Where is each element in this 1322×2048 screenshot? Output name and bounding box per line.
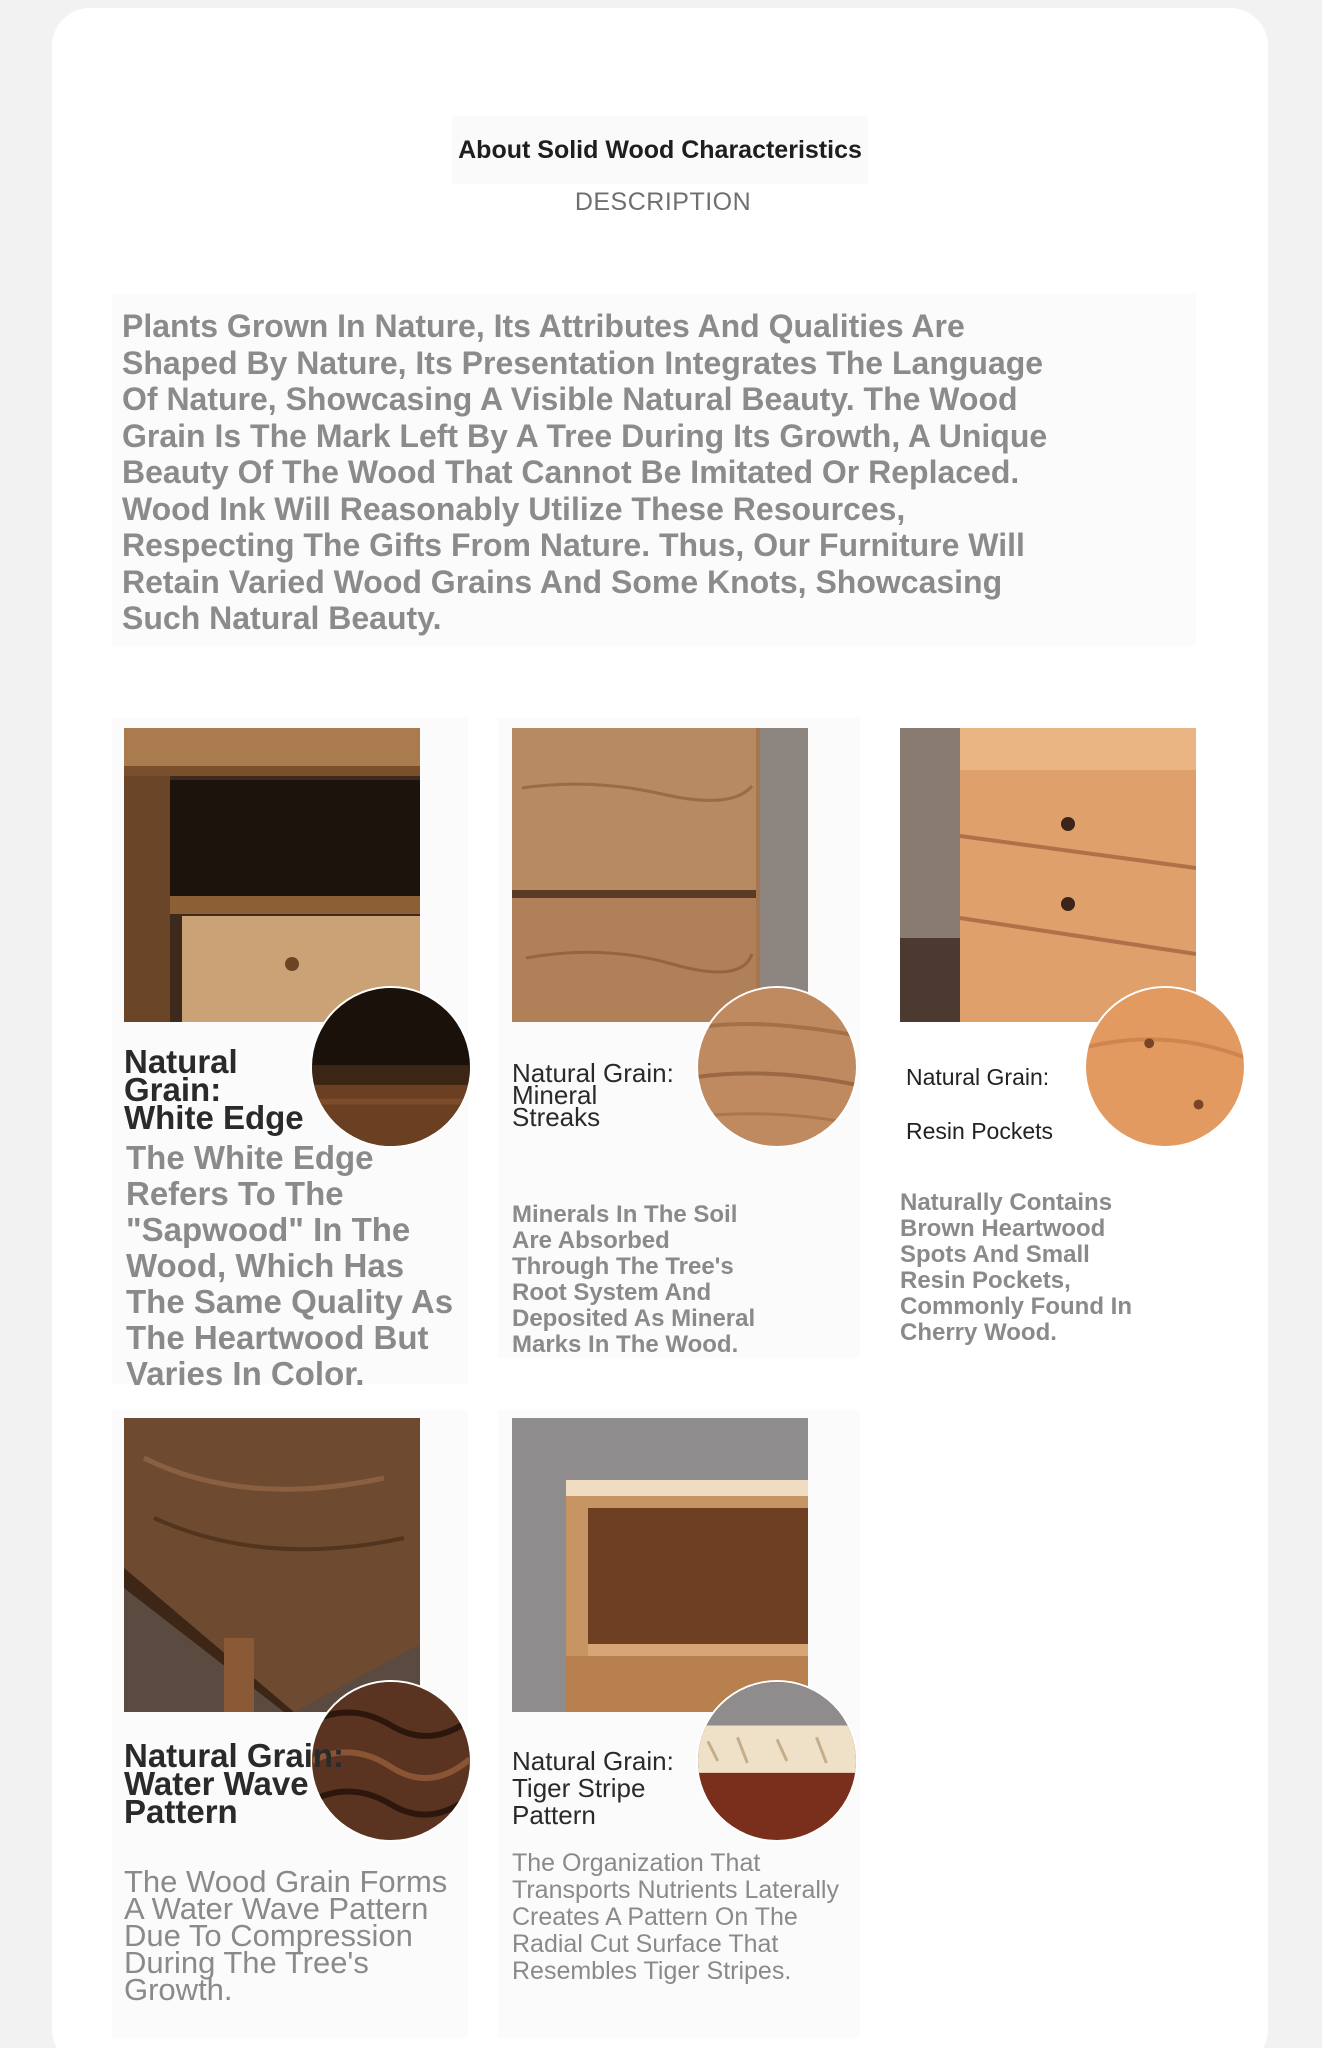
cherry-drawer-photo [900,728,1196,1022]
walnut-cabinet-photo [124,728,420,1022]
page-title: About Solid Wood Characteristics [452,116,868,184]
intro-paragraph: Plants Grown In Nature, Its Attributes And Qualities Are Shaped By Nature, Its Presentation Integrates The Language Of Nature, Showcasing A Visible Natural Beauty. The Wood Grain Is The Mark Left By A Tree During Its Growth, A Unique Beauty Of The Wood That Cannot Be Imitated Or Replaced. Wood Ink Will Reasonably Utilize These Resources, Respecting The Gifts From Nature. Thus, Our Furniture Will Retain Varied Wood Grains And Some Knots, Showcasing Such Natural Beauty. [122,308,1048,636]
oak-drawer-photo [512,728,808,1022]
mineral-streak-closeup-icon [696,986,858,1148]
resin-pocket-closeup-icon [1084,986,1246,1148]
card-description-mineral-streaks: Minerals In The Soil Are Absorbed Through The Tree's Root System And Deposited As Mineral Marks In The Wood. [512,1201,756,1358]
card-heading-mineral-streaks: Natural Grain: Mineral Streaks [512,1058,674,1132]
card-description-white-edge: The White Edge Refers To The "Sapwood" In The Wood, Which Has The Same Quality As The Heartwood But Varies In Color. [126,1139,454,1392]
card-description-water-wave: The Wood Grain Forms A Water Wave Pattern Due To Compression During The Tree's Growth. [124,1864,448,2007]
tiger-stripe-closeup-icon [696,1680,858,1842]
card-description-resin-pockets: Naturally Contains Brown Heartwood Spots And Small Resin Pockets, Commonly Found In Cherry Wood. [900,1189,1132,1346]
card-heading-resin-pockets-line1: Natural Grain: [906,1064,1050,1090]
card-heading-white-edge: Natural Grain: White Edge [124,1043,304,1136]
card-heading-tiger-stripe: Natural Grain: Tiger Stripe Pattern [512,1746,674,1830]
card-heading-resin-pockets-line2: Resin Pockets [906,1118,1054,1144]
walnut-table-photo [124,1418,420,1712]
card-heading-water-wave: Natural Grain: Water Wave Pattern [124,1737,345,1830]
page-subtitle: DESCRIPTION [574,188,752,216]
white-edge-closeup-icon [310,986,472,1148]
cherry-shelf-photo [512,1418,808,1712]
card-description-tiger-stripe: The Organization That Transports Nutrients Laterally Creates A Pattern On The Radial Cut Surface That Resembles Tiger Stripes. [512,1849,839,1985]
